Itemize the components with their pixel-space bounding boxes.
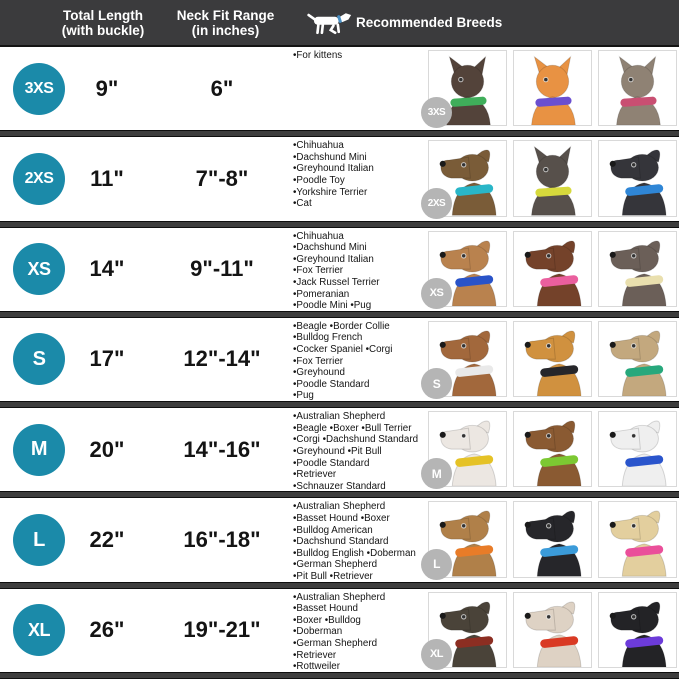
total-length-line2: (with buckle) (61, 22, 145, 38)
breed-item: •Retriever (293, 469, 337, 481)
size-row-s (0, 318, 679, 401)
photo-strip (428, 411, 677, 487)
photo-size-badge: S (421, 368, 452, 399)
breed-item: •Yorkshire Terrier (293, 186, 368, 198)
dog-photo-icon (514, 412, 591, 486)
breed-item: •Greyhound (293, 367, 345, 379)
total-length-value: 14" (89, 256, 125, 282)
photo-size-badge: XS (421, 278, 452, 309)
breed-item: •German Shepherd (293, 559, 378, 571)
dog-photo-icon (599, 232, 676, 306)
total-length-value: 20" (89, 436, 125, 462)
row-divider (0, 582, 679, 589)
photo-dog (598, 140, 677, 216)
column-header-recommended-breeds: Recommended Breeds (356, 15, 503, 30)
total-length-line1: Total Length (63, 7, 143, 23)
breed-item: •Corgi •Dachshund Standard (293, 434, 419, 446)
size-badge-xs: XS (13, 243, 65, 295)
column-header-total-length (43, 8, 163, 38)
cat-photo-icon (514, 51, 591, 125)
size-badge-l: L (13, 514, 65, 566)
breed-item: •Chihuahua (293, 140, 344, 152)
breed-item: •Pomeranian (293, 288, 350, 300)
dog-photo-icon (599, 593, 676, 667)
breed-item: •Dachshund Mini (293, 151, 367, 163)
breed-item: •Chihuahua (293, 230, 344, 242)
neck-fit-value: 7"-8" (195, 165, 249, 191)
breed-item: •Basset Hound (293, 603, 358, 615)
breed-item: •Australian Shepherd (293, 411, 386, 423)
row-divider (0, 672, 679, 679)
photo-cat (598, 50, 677, 126)
breed-item: •German Shepherd (293, 638, 378, 650)
breed-item: •Doberman (293, 626, 343, 638)
dog-photo-icon (514, 593, 591, 667)
photo-dog (598, 231, 677, 307)
breed-list (293, 592, 427, 673)
column-header-neck-fit (163, 8, 288, 38)
size-row-2xs (0, 137, 679, 220)
breed-item: •Poodle Mini •Pug (293, 300, 372, 312)
photo-size-badge: 2XS (421, 188, 452, 219)
breed-item: •Beagle •Boxer •Bull Terrier (293, 422, 412, 434)
breed-list (293, 50, 427, 62)
photo-dog (513, 501, 592, 577)
breed-item: •Jack Russel Terrier (293, 276, 380, 288)
size-badge-m: M (13, 424, 65, 476)
neck-fit-line1: Neck Fit Range (176, 7, 275, 23)
breed-item: •Beagle •Border Collie (293, 320, 390, 332)
breed-item: •Dachshund Standard (293, 536, 389, 548)
photo-strip (428, 321, 677, 397)
size-rows (0, 47, 679, 679)
photo-strip (428, 501, 677, 577)
breed-item: •Basset Hound •Boxer (293, 513, 390, 524)
breed-list (293, 321, 427, 402)
breed-item: •Rottweiler (293, 661, 340, 673)
photo-size-badge: 3XS (421, 97, 452, 128)
size-badge-3xs: 3XS (13, 63, 65, 115)
neck-fit-value: 12"-14" (183, 346, 261, 372)
photo-size-badge: M (421, 458, 452, 489)
total-length-value: 26" (89, 617, 125, 643)
size-badge-2xs: 2XS (13, 153, 65, 205)
row-divider (0, 130, 679, 137)
neck-fit-value: 14"-16" (183, 436, 261, 462)
breed-item: •Bulldog American (293, 524, 373, 536)
dog-photo-icon (514, 502, 591, 576)
breed-item: •Greyhound Italian (293, 253, 374, 265)
breed-item: •Bulldog French (293, 332, 363, 344)
size-row-3xs (0, 47, 679, 130)
photo-size-badge: L (421, 549, 452, 580)
photo-dog (598, 411, 677, 487)
breed-item: •For kittens (293, 50, 343, 61)
breed-item: •Greyhound Italian (293, 163, 374, 175)
neck-fit-value: 19"-21" (183, 617, 261, 643)
breed-item: •Pit Bull •Retriever (293, 570, 373, 582)
photo-size-badge: XL (421, 639, 452, 670)
dog-photo-icon (514, 232, 591, 306)
breed-item: •Pug (293, 390, 314, 402)
dog-photo-icon (514, 322, 591, 396)
row-divider (0, 401, 679, 408)
neck-fit-value: 9"-11" (190, 256, 254, 282)
breed-item: •Retriever (293, 649, 337, 661)
cat-photo-icon (514, 141, 591, 215)
breed-item: •Poodle Standard (293, 457, 370, 469)
breed-item: •Greyhound •Pit Bull (293, 445, 382, 457)
breed-item: •Poodle Standard (293, 378, 370, 390)
photo-cat (513, 140, 592, 216)
dog-photo-icon (599, 141, 676, 215)
dog-with-collar-icon (306, 7, 352, 39)
row-divider (0, 491, 679, 498)
photo-dog (598, 592, 677, 668)
photo-dog (598, 321, 677, 397)
breed-item: •Boxer •Bulldog (293, 614, 361, 626)
photo-strip (428, 50, 677, 126)
size-row-l (0, 498, 679, 581)
breed-item: •Fox Terrier (293, 355, 344, 367)
size-row-xs (0, 228, 679, 311)
breed-item: •Cocker Spaniel •Corgi (293, 344, 393, 356)
photo-dog (513, 592, 592, 668)
neck-fit-value: 16"-18" (183, 527, 261, 553)
breed-item: •Australian Shepherd (293, 591, 386, 603)
breed-item: •Australian Shepherd (293, 501, 386, 513)
dog-photo-icon (599, 502, 676, 576)
total-length-value: 22" (89, 527, 125, 553)
photo-strip (428, 140, 677, 216)
breed-item: •Bulldog English •Doberman (293, 547, 416, 559)
breed-list (293, 231, 427, 312)
size-badge-xl: XL (13, 604, 65, 656)
table-header (0, 0, 679, 47)
dog-photo-icon (599, 412, 676, 486)
total-length-value: 9" (95, 75, 119, 101)
dog-photo-icon (599, 322, 676, 396)
photo-strip (428, 592, 677, 668)
breed-list (293, 140, 427, 210)
size-badge-s: S (13, 333, 65, 385)
photo-dog (513, 321, 592, 397)
neck-fit-value: 6" (210, 75, 234, 101)
total-length-value: 17" (89, 346, 125, 372)
neck-fit-line2: (in inches) (191, 22, 260, 38)
cat-photo-icon (599, 51, 676, 125)
total-length-value: 11" (90, 165, 124, 191)
breed-list (293, 411, 427, 492)
breed-item: •Cat (293, 198, 312, 210)
breed-item: •Dachshund Mini (293, 242, 367, 254)
breed-item: •Schnauzer Standard (293, 480, 386, 492)
photo-cat (513, 50, 592, 126)
photo-strip (428, 231, 677, 307)
row-divider (0, 221, 679, 228)
size-row-m (0, 408, 679, 491)
breed-item: •Poodle Toy (293, 175, 345, 187)
photo-dog (513, 411, 592, 487)
row-divider (0, 311, 679, 318)
photo-dog (513, 231, 592, 307)
size-row-xl (0, 589, 679, 672)
photo-dog (598, 501, 677, 577)
breed-list (293, 501, 427, 582)
breed-item: •Fox Terrier (293, 265, 344, 277)
